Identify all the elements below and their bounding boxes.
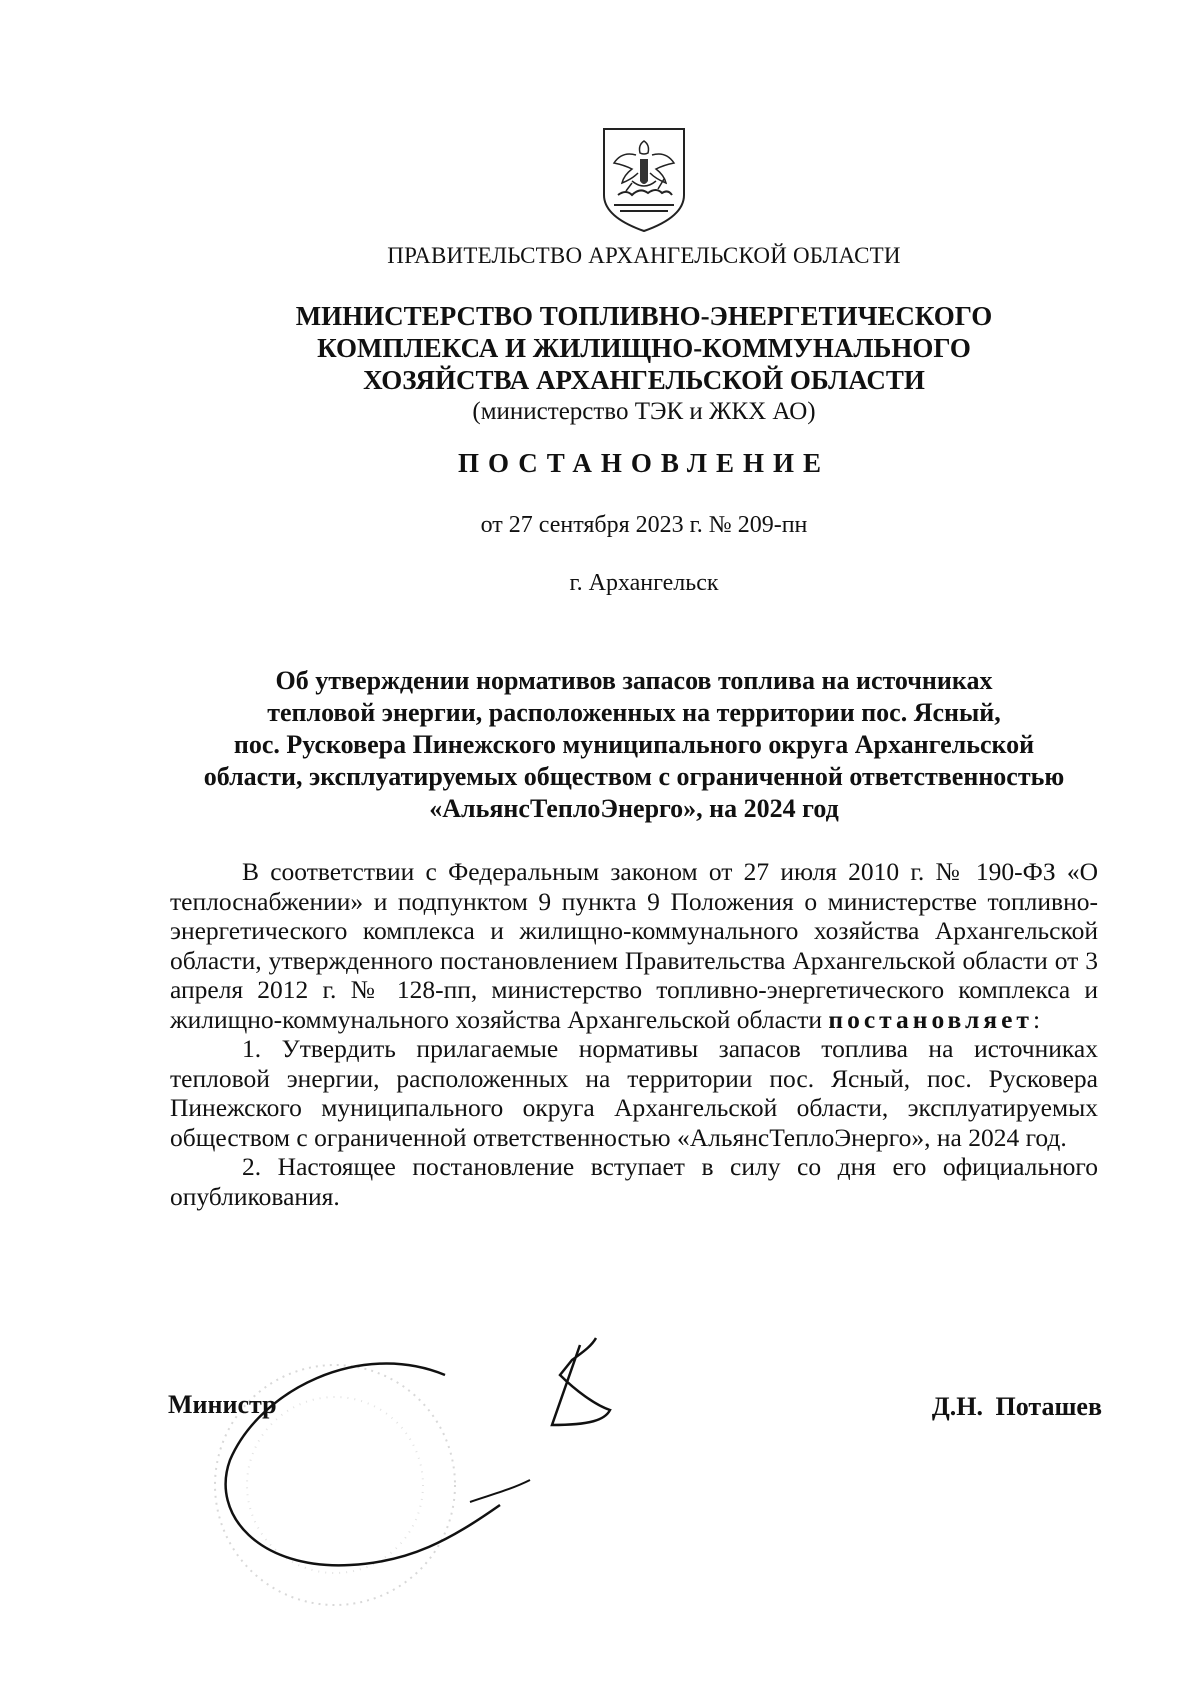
item-1-paragraph: 1. Утвердить прилагаемые нормативы запасов топлива на источниках тепловой энергии, расположенных на территории пос. Ясный, пос. Русковера Пинежского муниципального округа Архангельской области, эксплуатируемых обществом с ограниченной ответственностью «АльянсТеплоЭнерго», на 2024 год. [170,1034,1098,1152]
ministry-short-name: (министерство ТЭК и ЖКХ АО) [472,398,816,425]
preamble-paragraph [170,857,1098,1034]
title-line-3: пос. Русковера Пинежского муниципального округа Архангельской [233,730,1035,759]
government-name: ПРАВИТЕЛЬСТВО АРХАНГЕЛЬСКОЙ ОБЛАСТИ [387,243,901,268]
decree-word: постановляет [828,1004,1033,1034]
item-2-paragraph: 2. Настоящее постановление вступает в силу со дня его официального опубликования. [170,1152,1098,1211]
document-city: г. Архангельск [569,570,719,596]
coat-of-arms-icon [600,125,688,235]
signatory-position: Министр [168,1390,277,1419]
signatory-name: Д.Н. Поташев [931,1392,1102,1421]
title-line-1: Об утверждении нормативов запасов топлива на источниках [275,666,993,695]
title-line-5: «АльянсТеплоЭнерго», на 2024 год [429,794,839,823]
document-type: ПОСТАНОВЛЕНИЕ [457,448,831,478]
ministry-name-line-1: МИНИСТЕРСТВО ТОПЛИВНО-ЭНЕРГЕТИЧЕСКОГО [295,301,993,331]
title-line-2: тепловой энергии, расположенных на территории пос. Ясный, [267,698,1001,727]
title-line-4: области, эксплуатируемых обществом с ограниченной ответственностью [203,762,1065,791]
preamble-text: В соответствии с Федеральным законом от 27 июля 2010 г. № 190-ФЗ «О теплоснабжении» и подпунктом 9 пункта 9 Положения о министерстве топливно-энергетического комплекса и жилищно-коммунального хозяйства Архангельской области, утвержденного постановлением Правительства Архангельской области от 3 апреля 2012 г. № 128-пп, министерство топливно-энергетического комплекса и жилищно-коммунального хозяйства Архангельской области [170,857,1098,1034]
document-body [170,857,1098,1211]
document-date-number: от 27 сентября 2023 г. № 209-пн [480,512,808,538]
decree-colon: : [1032,1004,1041,1034]
ministry-name-line-3: ХОЗЯЙСТВА АРХАНГЕЛЬСКОЙ ОБЛАСТИ [363,365,925,395]
handwritten-signature [200,1330,660,1590]
ministry-name-line-2: КОМПЛЕКСА И ЖИЛИЩНО-КОММУНАЛЬНОГО [317,333,971,363]
document-title [170,665,1098,825]
ministry-name [0,300,1200,428]
